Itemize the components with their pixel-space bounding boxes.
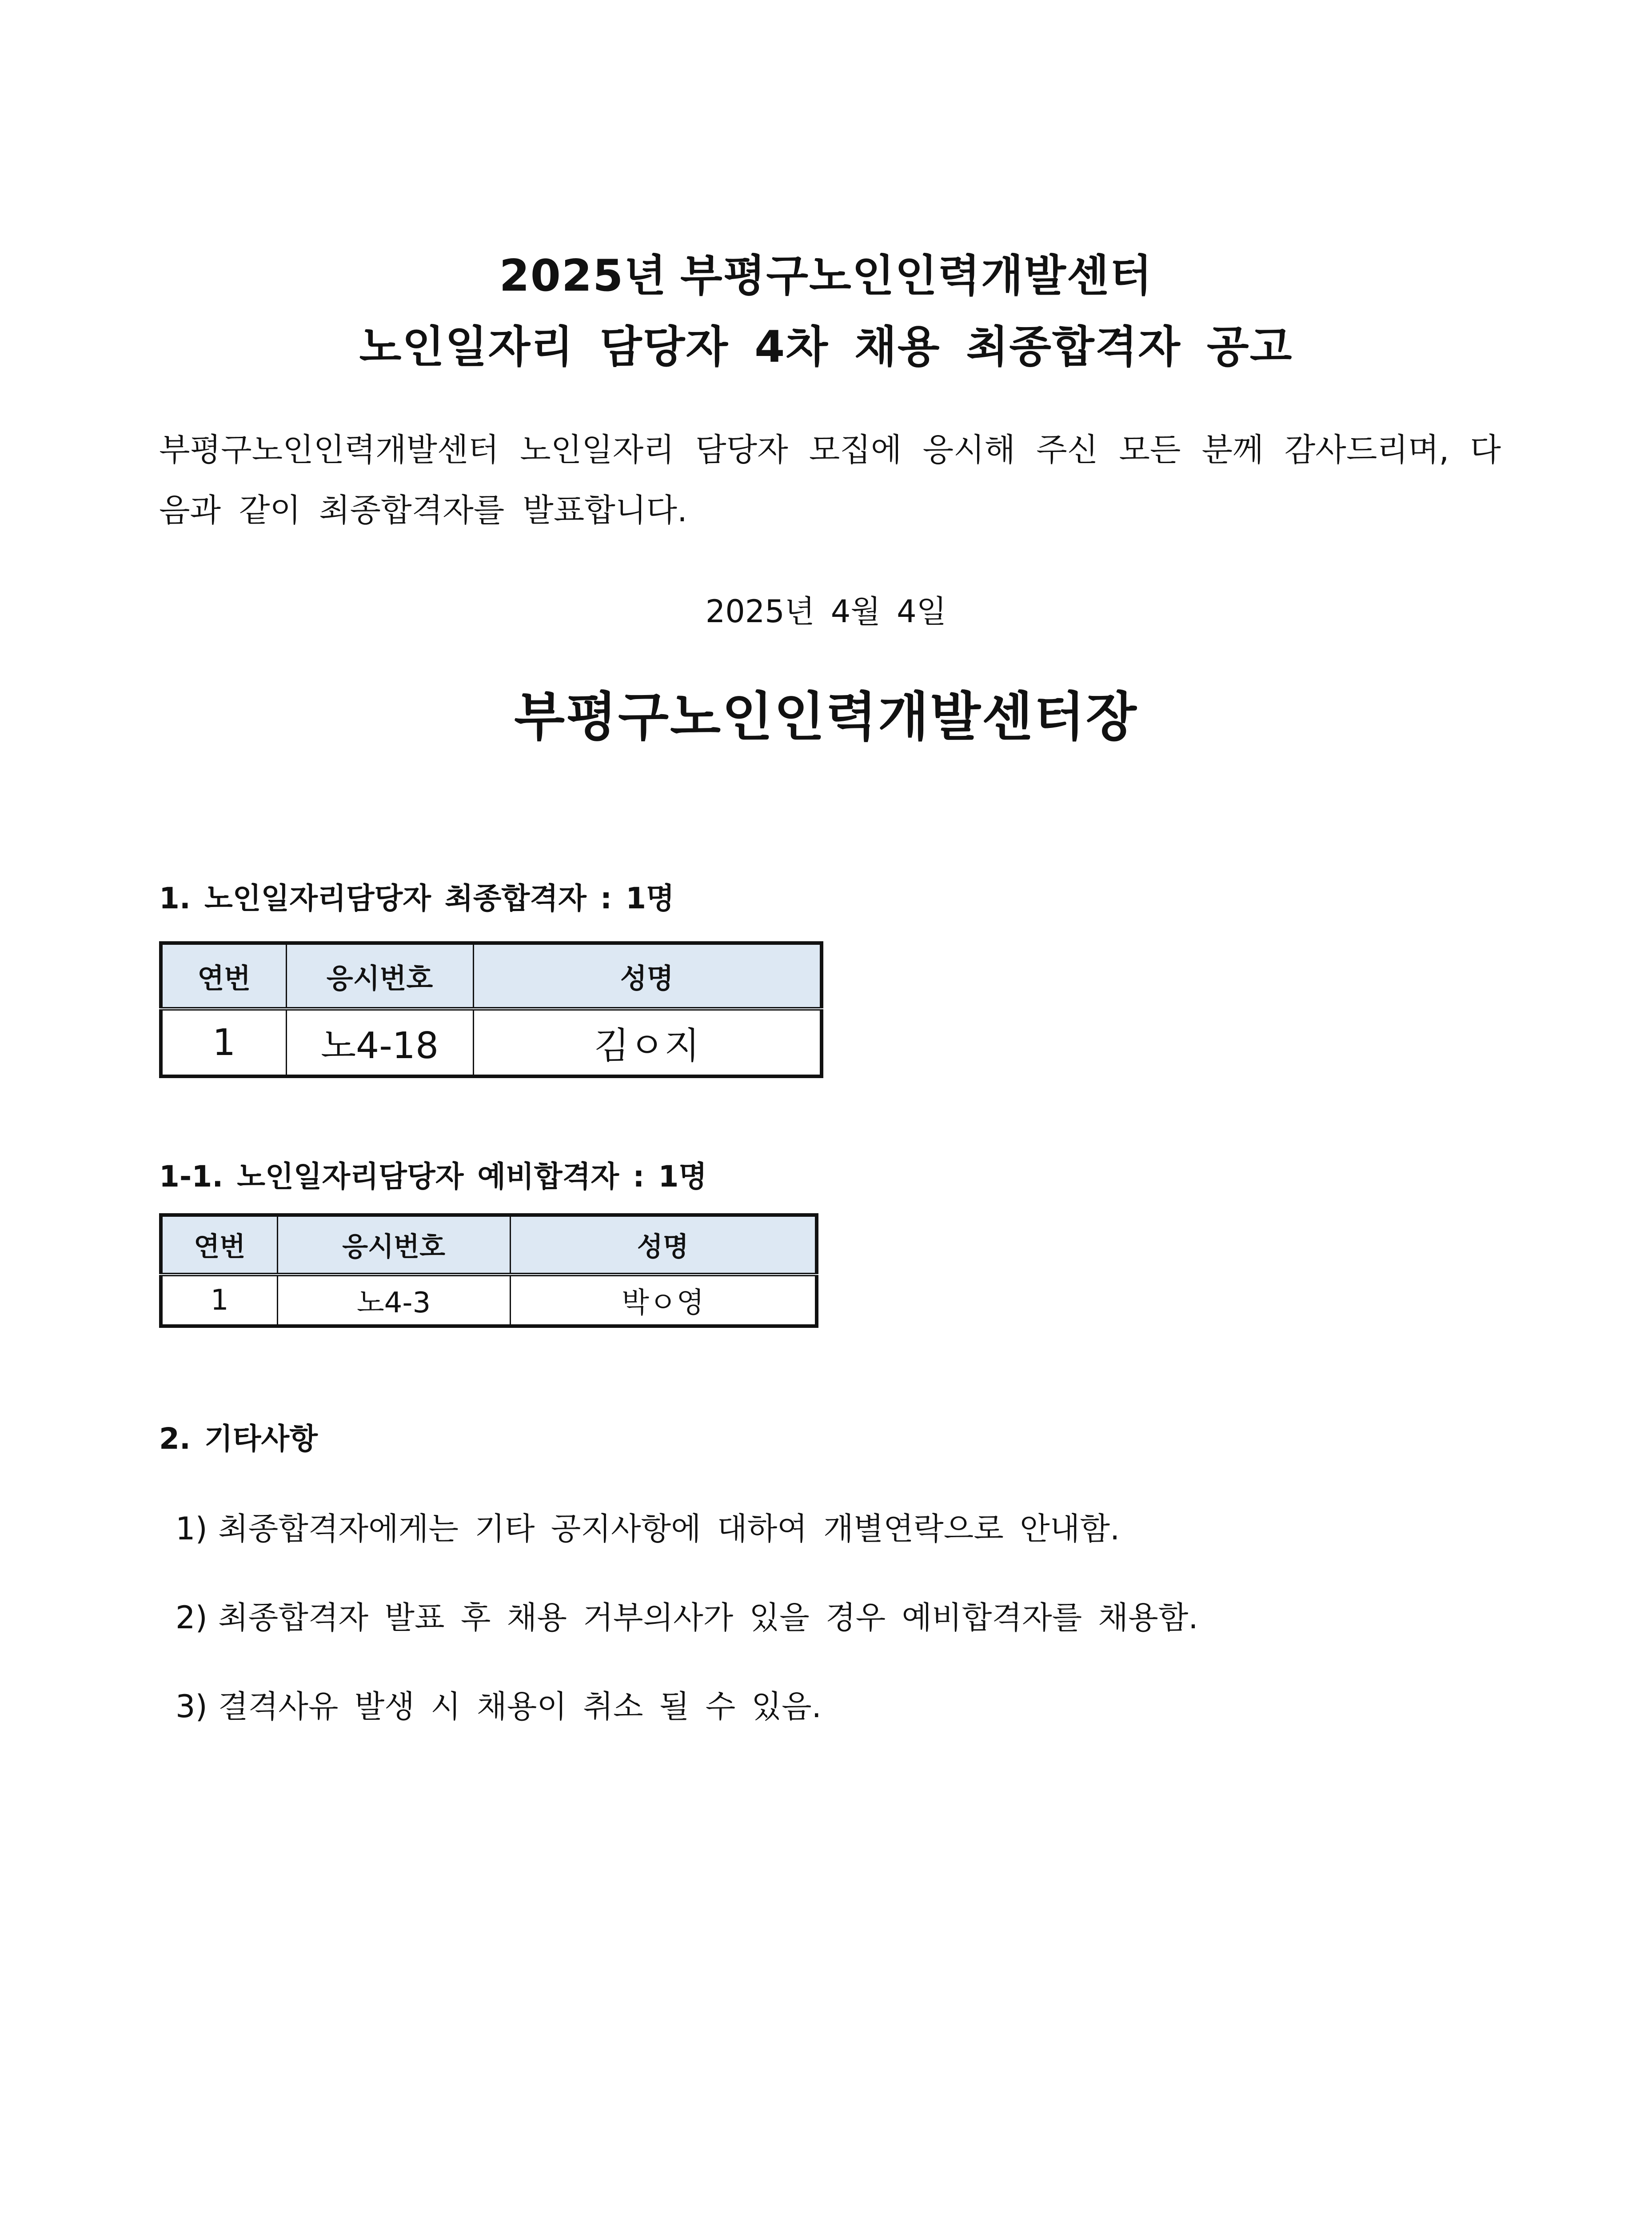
cell-no: 1 <box>161 1009 286 1076</box>
col-header-no: 연번 <box>161 943 286 1009</box>
list-item-text: 결격사유 발생 시 채용이 취소 될 수 있음. <box>218 1688 822 1725</box>
list-item <box>176 1682 822 1726</box>
table-row <box>161 1275 817 1326</box>
list-item <box>176 1504 1120 1549</box>
cell-no: 1 <box>161 1275 277 1326</box>
document-title-line2: 노인일자리 담당자 4차 채용 최종합격자 공고 <box>359 322 1293 372</box>
title-center-name: 부평구노인인력개발센터 <box>680 251 1153 301</box>
cell-exam-no: 노4-3 <box>277 1275 510 1326</box>
section1-1-heading: 1-1. 노인일자리담당자 예비합격자 : 1명 <box>159 1159 707 1194</box>
final-pass-table <box>159 941 823 1078</box>
section2-heading: 2. 기타사항 <box>159 1422 318 1456</box>
col-header-exam-no: 응시번호 <box>277 1215 510 1275</box>
table-row <box>161 1009 822 1076</box>
list-item-number: 2) <box>176 1599 207 1636</box>
list-item-number: 3) <box>176 1688 207 1725</box>
intro-paragraph: 부평구노인인력개발센터 노인일자리 담당자 모집에 응시해 주신 모든 분께 감사드리며, 다음과 같이 최종합격자를 발표합니다. <box>159 431 1501 529</box>
list-item <box>176 1593 1198 1638</box>
list-item-number: 1) <box>176 1511 207 1547</box>
section1-heading: 1. 노인일자리담당자 최종합격자 : 1명 <box>159 881 674 915</box>
col-header-name: 성명 <box>510 1215 817 1275</box>
col-header-no: 연번 <box>161 1215 277 1275</box>
table-header-row <box>161 1215 817 1275</box>
announcement-date: 2025년 4월 4일 <box>705 593 947 630</box>
title-year: 2025년 <box>499 251 667 301</box>
organization-signature: 부평구노인인력개발센터장 <box>514 686 1138 747</box>
cell-exam-no: 노4-18 <box>286 1009 473 1076</box>
cell-name: 박ㅇ영 <box>510 1275 817 1326</box>
reserve-pass-table <box>159 1213 818 1328</box>
col-header-name: 성명 <box>473 943 822 1009</box>
cell-name: 김ㅇ지 <box>473 1009 822 1076</box>
table-header-row <box>161 943 822 1009</box>
list-item-text: 최종합격자 발표 후 채용 거부의사가 있을 경우 예비합격자를 채용함. <box>218 1599 1198 1636</box>
document-title-line1 <box>0 241 1652 304</box>
col-header-exam-no: 응시번호 <box>286 943 473 1009</box>
list-item-text: 최종합격자에게는 기타 공지사항에 대하여 개별연락으로 안내함. <box>218 1511 1120 1547</box>
